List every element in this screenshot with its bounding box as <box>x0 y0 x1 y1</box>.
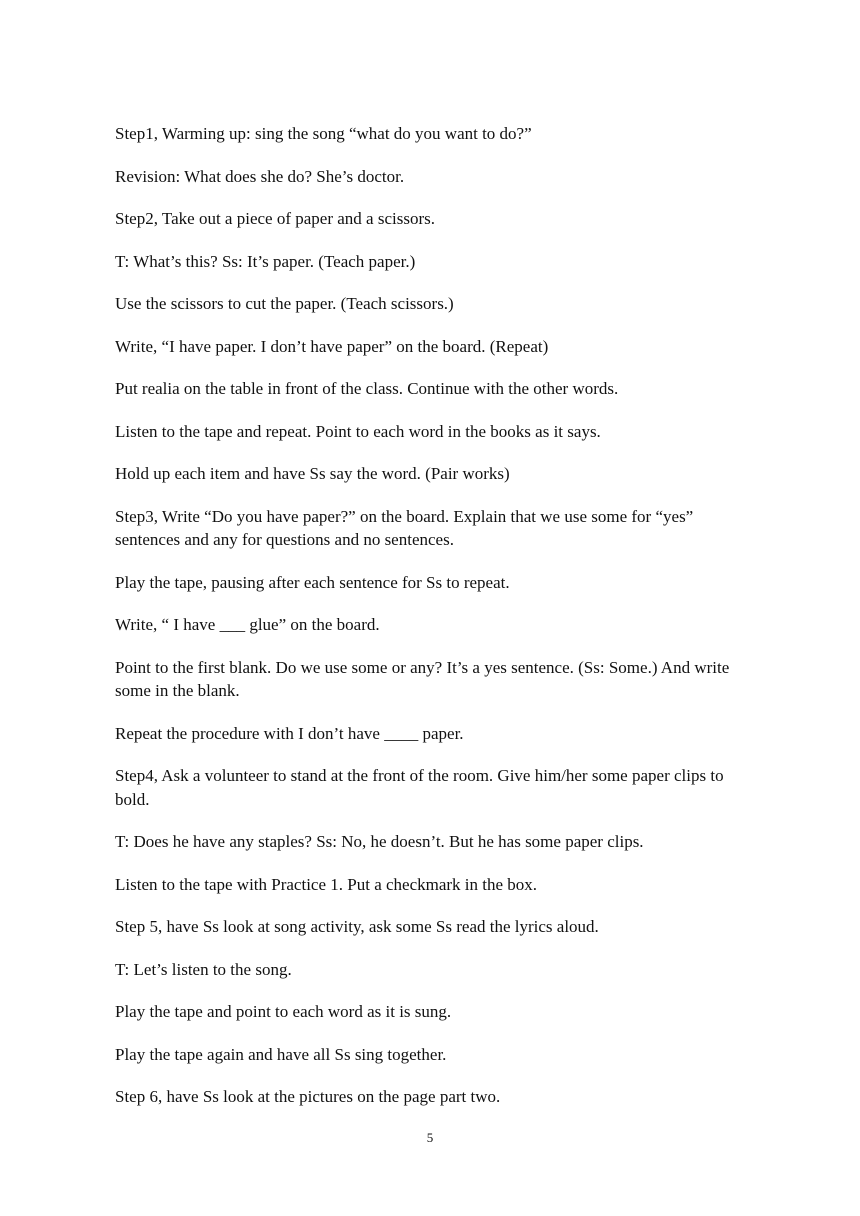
paragraph-first-blank: Point to the first blank. Do we use some or any? It’s a yes sentence. (Ss: Some.) And write some in the blank. <box>115 657 730 700</box>
paragraph-listen-repeat: Listen to the tape and repeat. Point to each word in the books as it says. <box>115 421 601 441</box>
paragraph-staples: T: Does he have any staples? Ss: No, he doesn’t. But he has some paper clips. <box>115 832 644 851</box>
paragraph-step3: Step3, Write “Do you have paper?” on the board. Explain that we use some for “yes” sentences and any for questions and no sentences. <box>115 506 694 549</box>
paragraph-teach-scissors: Use the scissors to cut the paper. (Teach scissors.) <box>115 294 454 313</box>
paragraph-realia: Put realia on the table in front of the class. Continue with the other words. <box>115 379 619 398</box>
paragraph-practice-1: Listen to the tape with Practice 1. Put a checkmark in the box. <box>115 874 538 894</box>
paragraph-step5: Step 5, have Ss look at song activity, ask some Ss read the lyrics aloud. <box>115 917 599 936</box>
page-number: 5 <box>426 1130 434 1145</box>
paragraph-step6: Step 6, have Ss look at the pictures on the page part two. <box>115 1087 501 1106</box>
document-body <box>115 122 755 1128</box>
paragraph-revision: Revision: What does she do? She’s doctor. <box>115 166 405 186</box>
paragraph-sing-together: Play the tape again and have all Ss sing together. <box>115 1044 447 1064</box>
paragraph-write-board: Write, “I have paper. I don’t have paper” on the board. (Repeat) <box>115 336 549 356</box>
paragraph-step4: Step4, Ask a volunteer to stand at the front of the room. Give him/her some paper clips to bold. <box>115 766 724 809</box>
paragraph-step1-warming-up: Step1, Warming up: sing the song “what do you want to do?” <box>115 124 532 143</box>
paragraph-hold-up-item: Hold up each item and have Ss say the word. (Pair works) <box>115 464 510 483</box>
paragraph-write-glue: Write, “ I have ___ glue” on the board. <box>115 615 380 634</box>
paragraph-listen-song: T: Let’s listen to the song. <box>115 959 292 979</box>
paragraph-repeat-procedure: Repeat the procedure with I don’t have ____ paper. <box>115 723 464 743</box>
paragraph-play-tape: Play the tape, pausing after each sentence for Ss to repeat. <box>115 572 510 592</box>
paragraph-point-word: Play the tape and point to each word as it is sung. <box>115 1002 452 1021</box>
paragraph-teach-paper: T: What’s this? Ss: It’s paper. (Teach paper.) <box>115 251 416 271</box>
paragraph-step2: Step2, Take out a piece of paper and a scissors. <box>115 209 435 228</box>
